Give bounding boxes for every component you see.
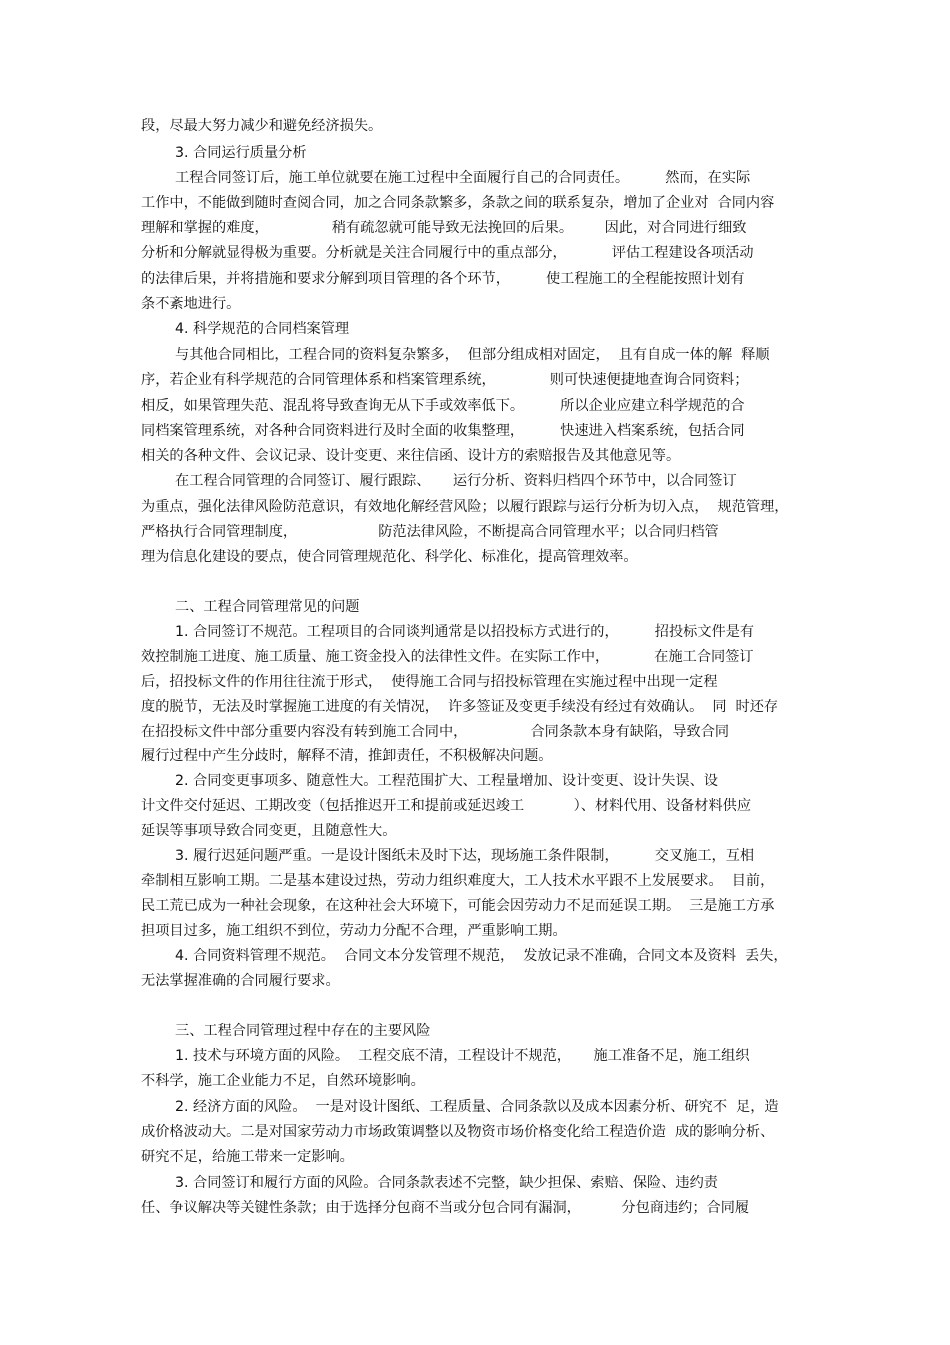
- text-line: 担项目过多，施工组织不到位，劳动力分配不合理，严重影响工期。: [141, 923, 567, 939]
- section-heading: 3. 合同运行质量分析: [175, 145, 307, 161]
- chapter-heading: 二、工程合同管理常见的问题: [175, 599, 360, 615]
- text-line: 度的脱节，无法及时掌握施工进度的有关情况， 许多签证及变更手续没有经过有效确认。 同 时还存: [141, 699, 779, 715]
- text-line: 工程合同签订后，施工单位就要在施工过程中全面履行自己的合同责任。 然而，在实际: [175, 170, 751, 186]
- text-line: 工作中，不能做到随时查阅合同，加之合同条款繁多，条款之间的联系复杂，增加了企业对 合同内容: [141, 195, 775, 211]
- text-line: 的法律后果，并将措施和要求分解到项目管理的各个环节， 使工程施工的全程能按照计划有: [141, 271, 745, 287]
- text-line: 为重点，强化法律风险防范意识，有效地化解经营风险；以履行跟踪与运行分析为切入点， 规范管理，: [141, 499, 789, 515]
- text-line: 与其他合同相比，工程合同的资料复杂繁多， 但部分组成相对固定， 且有自成一体的解 释顺: [175, 347, 770, 363]
- text-line: 在招投标文件中部分重要内容没有转到施工合同中， 合同条款本身有缺陷，导致合同: [141, 724, 730, 740]
- text-line: 任、争议解决等关键性条款；由于选择分包商不当或分包合同有漏洞， 分包商违约；合同履: [141, 1200, 750, 1216]
- text-line: 履行过程中产生分歧时，解释不清，推卸责任，不积极解决问题。: [141, 748, 553, 764]
- text-line: 不科学，施工企业能力不足，自然环境影响。: [141, 1073, 425, 1089]
- text-line: 研究不足，给施工带来一定影响。: [141, 1149, 354, 1165]
- text-line: 分析和分解就显得极为重要。分析就是关注合同履行中的重点部分， 评估工程建设各项活动: [141, 245, 754, 261]
- text-line: 成价格波动大。二是对国家劳动力市场政策调整以及物资市场价格变化给工程造价造 成的影响分析、: [141, 1124, 775, 1140]
- text-line: 段，尽最大努力减少和避免经济损失。: [141, 118, 383, 134]
- text-line: 在工程合同管理的合同签订、履行跟踪、 运行分析、资料归档四个环节中，以合同签订: [175, 473, 737, 489]
- text-line: 相反，如果管理失范、混乱将导致查询无从下手或效率低下。 所以企业应建立科学规范的合: [141, 398, 745, 414]
- text-line: 1. 技术与环境方面的风险。 工程交底不清，工程设计不规范， 施工准备不足，施工组织: [175, 1048, 750, 1064]
- text-line: 同档案管理系统，对各种合同资料进行及时全面的收集整理， 快速进入档案系统，包括合同: [141, 423, 745, 439]
- text-line: 严格执行合同管理制度， 防范法律风险，不断提高合同管理水平；以合同归档管: [141, 524, 719, 540]
- text-line: 3. 履行迟延问题严重。一是设计图纸未及时下达，现场施工条件限制， 交叉施工，互相: [175, 848, 755, 864]
- section-heading: 4. 科学规范的合同档案管理: [175, 321, 350, 337]
- text-line: 4. 合同资料管理不规范。 合同文本分发管理不规范， 发放记录不准确，合同文本及资料 丢失，: [175, 948, 788, 964]
- text-line: 相关的各种文件、会议记录、设计变更、来往信函、设计方的索赔报告及其他意见等。: [141, 448, 681, 464]
- text-line: 序，若企业有科学规范的合同管理体系和档案管理系统， 则可快速便捷地查询合同资料；: [141, 372, 749, 388]
- text-line: 2. 经济方面的风险。 一是对设计图纸、工程质量、合同条款以及成本因素分析、研究不 足，造: [175, 1099, 779, 1115]
- text-line: 效控制施工进度、施工质量、施工资金投入的法律性文件。在实际工作中， 在施工合同签订: [141, 649, 754, 665]
- text-line: 后，招投标文件的作用往往流于形式， 使得施工合同与招投标管理在实施过程中出现一定程: [141, 674, 718, 690]
- text-line: 计文件交付延迟、工期改变（包括推迟开工和提前或延迟竣工 ）、材料代用、设备材料供应: [141, 798, 752, 814]
- text-line: 民工荒已成为一种社会现象，在这种社会大环境下，可能会因劳动力不足而延误工期。 三是施工方承: [141, 898, 775, 914]
- text-line: 3. 合同签订和履行方面的风险。合同条款表述不完整，缺少担保、索赔、保险、违约责: [175, 1175, 718, 1191]
- text-line: 2. 合同变更事项多、随意性大。工程范围扩大、工程量增加、设计变更、设计失误、设: [175, 773, 718, 789]
- text-line: 1. 合同签订不规范。工程项目的合同谈判通常是以招投标方式进行的， 招投标文件是有: [175, 624, 755, 640]
- chapter-heading: 三、工程合同管理过程中存在的主要风险: [175, 1023, 431, 1039]
- text-line: 理为信息化建设的要点，使合同管理规范化、科学化、标准化，提高管理效率。: [141, 549, 638, 565]
- text-line: 延误等事项导致合同变更，且随意性大。: [141, 823, 397, 839]
- text-line: 无法掌握准确的合同履行要求。: [141, 973, 340, 989]
- text-line: 牵制相互影响工期。二是基本建设过热，劳动力组织难度大，工人技术水平跟不上发展要求。 目前，: [141, 873, 775, 889]
- text-line: 理解和掌握的难度， 稍有疏忽就可能导致无法挽回的后果。 因此，对合同进行细致: [141, 220, 747, 236]
- text-line: 条不紊地进行。: [141, 296, 241, 312]
